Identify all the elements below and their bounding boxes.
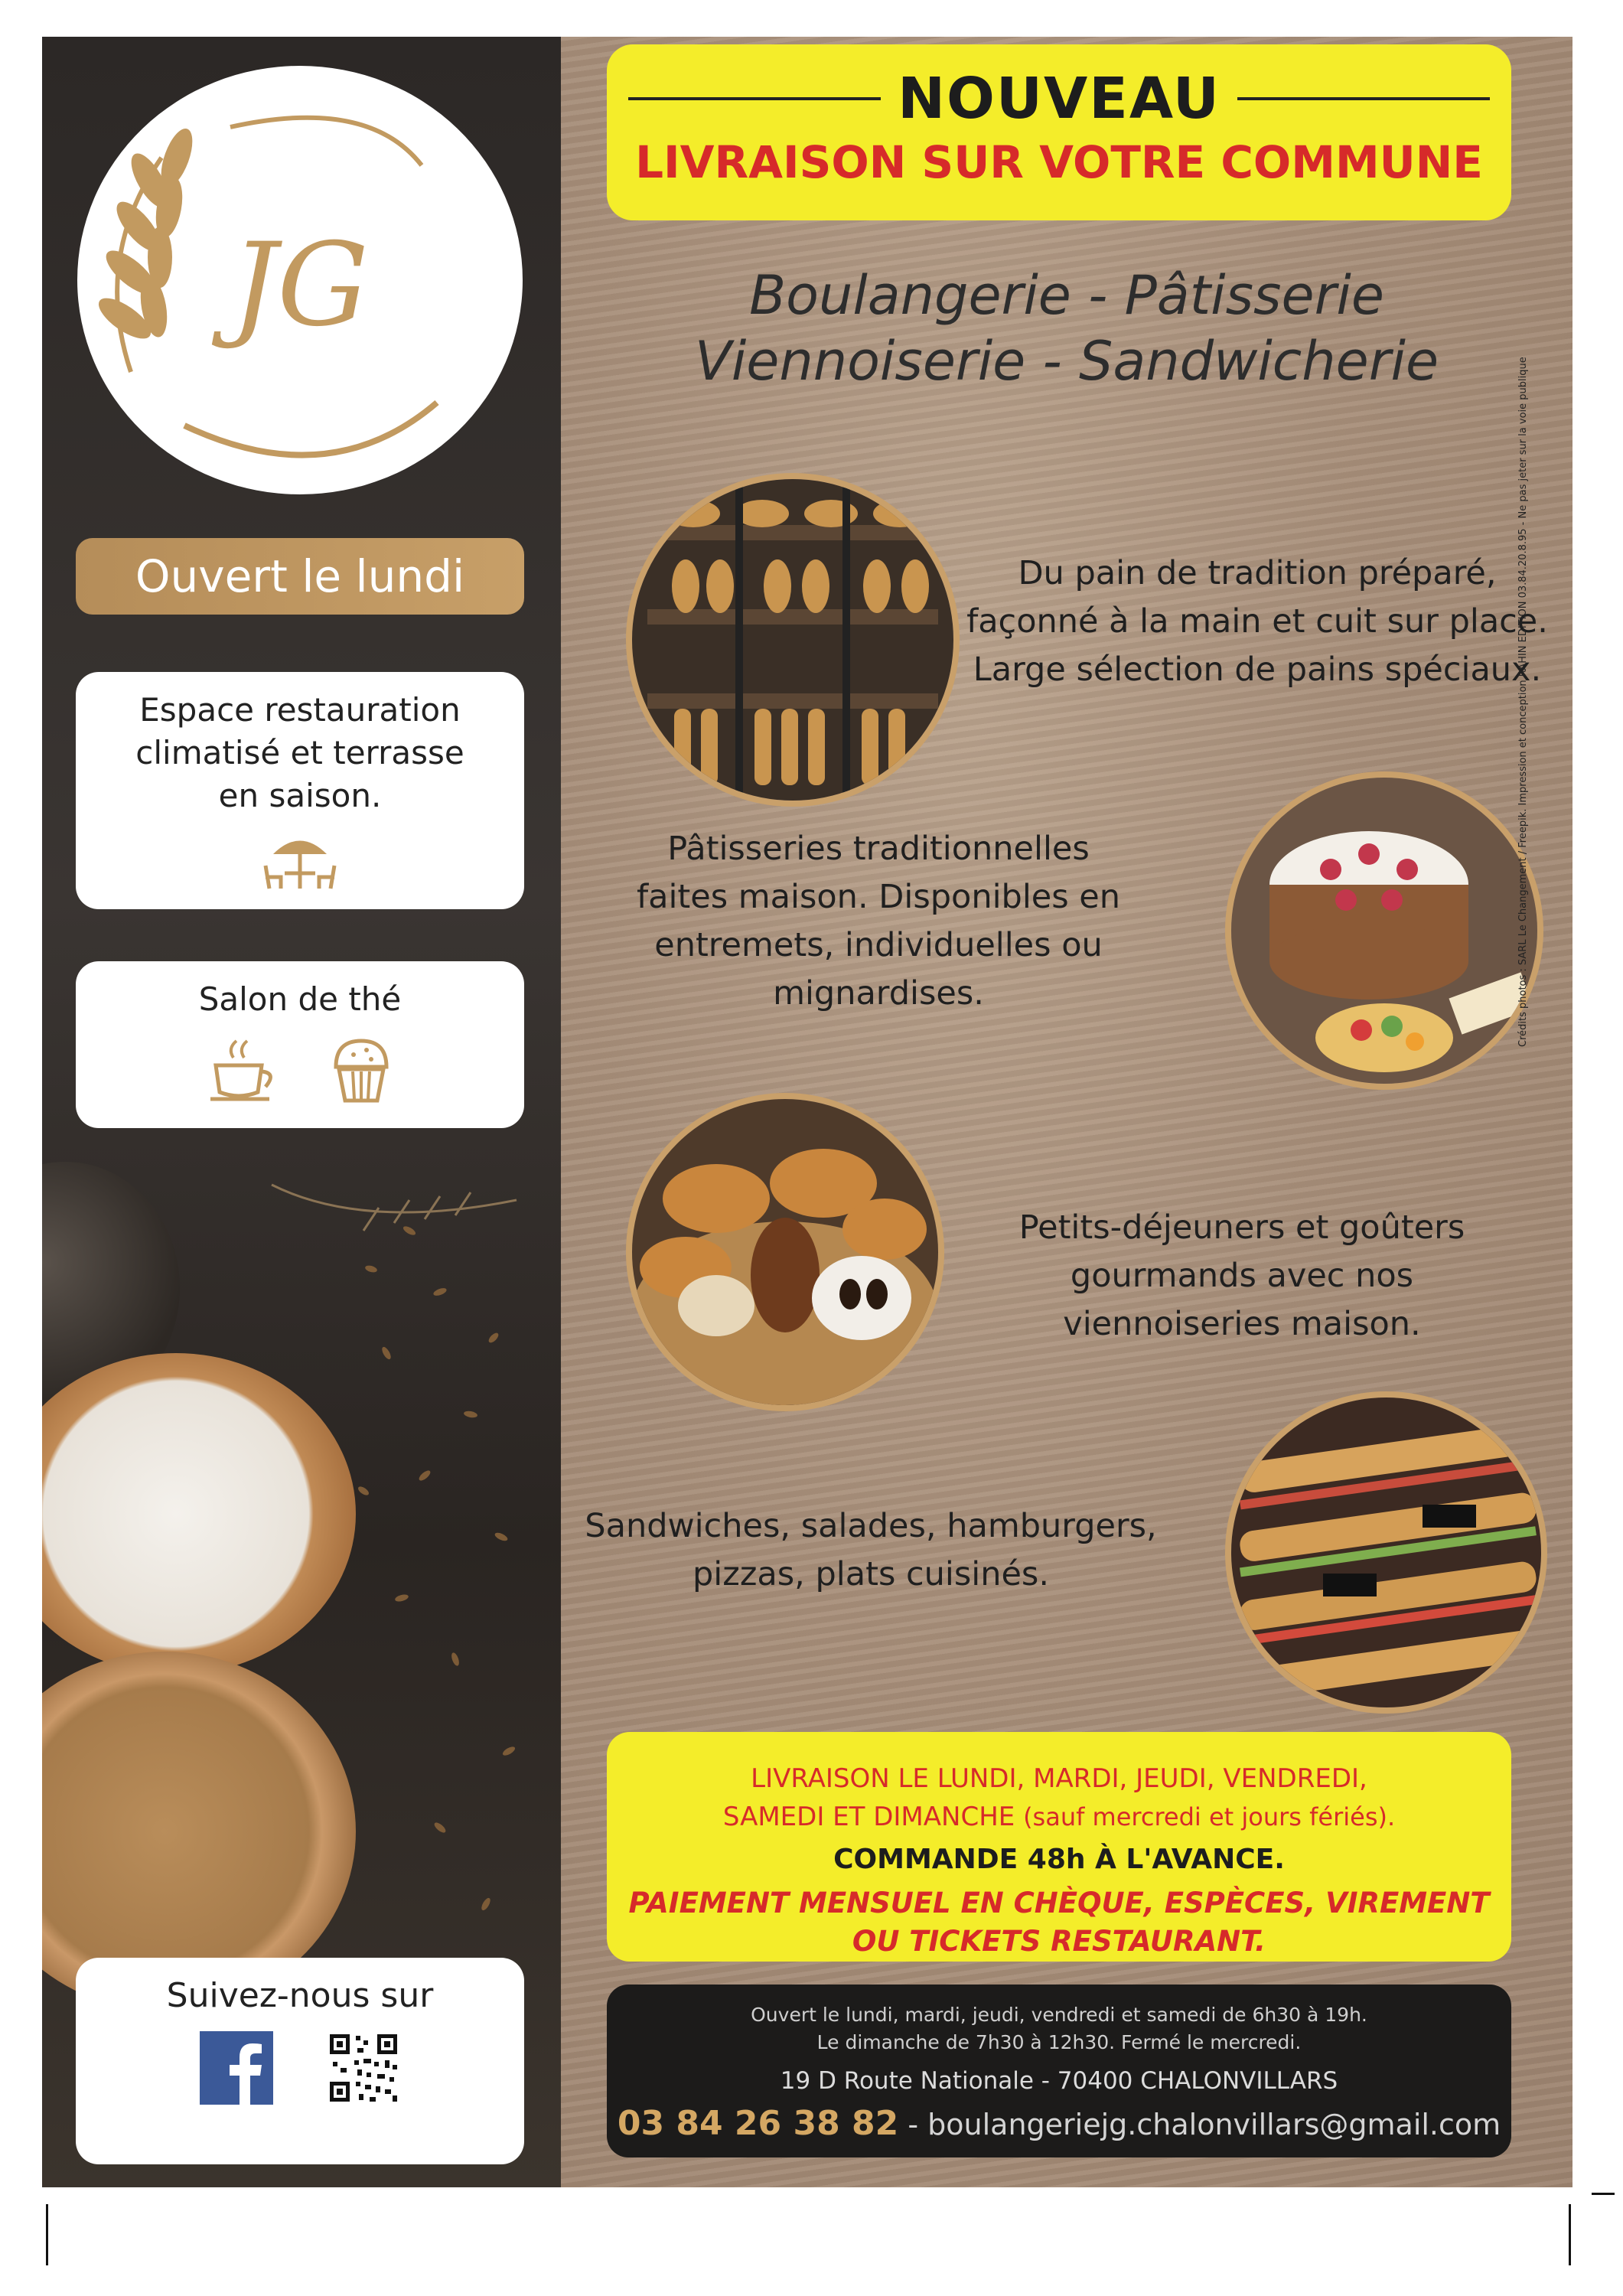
delivery-info-box (607, 1732, 1511, 1962)
logo (77, 66, 523, 494)
follow-us-label: Suivez-nous sur (166, 1976, 434, 2015)
email-link[interactable]: boulangeriejg.chalonvillars@gmail.com (927, 2108, 1501, 2141)
headline-line-2: Viennoiserie - Sandwicherie (694, 330, 1439, 393)
order-notice: COMMANDE 48h À L'AVANCE. (833, 1844, 1285, 1875)
delivery-heading: LIVRAISON SUR VOTRE COMMUNE (635, 136, 1483, 188)
right-column (561, 37, 1572, 2187)
feature-bread (966, 550, 1548, 694)
contact-box (607, 1985, 1511, 2157)
feature-pastries-line-1: Pâtisseries traditionnelles (667, 830, 1090, 868)
feature-bread-line-1: Du pain de tradition préparé, (1018, 554, 1497, 592)
feature-breakfast (959, 1204, 1525, 1349)
separator: - (908, 2108, 919, 2141)
payment-line-2: OU TICKETS RESTAURANT. (852, 1925, 1266, 1958)
nouveau-heading: NOUVEAU (898, 66, 1221, 132)
delivery-exceptions: (sauf mercredi et jours fériés). (1023, 1802, 1396, 1831)
headline (561, 263, 1572, 394)
payment-line-1: PAIEMENT MENSUEL EN CHÈQUE, ESPÈCES, VIREMENT (628, 1887, 1490, 1919)
open-monday-badge: Ouvert le lundi (76, 538, 524, 615)
feature-sandwiches-line-1: Sandwiches, salades, hamburgers, (585, 1507, 1157, 1545)
feature-pastries-line-3: entremets, individuelles ou (654, 926, 1103, 964)
crop-mark (1569, 2204, 1571, 2265)
sandwiches-photo (1225, 1391, 1547, 1714)
feature-bread-line-2: façonné à la main et cuit sur place. (966, 602, 1548, 641)
social-card (76, 1958, 524, 2164)
tea-room-card (76, 961, 524, 1128)
phone-number[interactable]: 03 84 26 38 82 (617, 2104, 899, 2143)
pastries-photo (1225, 771, 1543, 1090)
delivery-days-line-1: LIVRAISON LE LUNDI, MARDI, JEUDI, VENDREDI, (751, 1763, 1367, 1794)
feature-breakfast-line-3: viennoiseries maison. (1063, 1305, 1421, 1343)
feature-pastries (614, 825, 1142, 1018)
address: 19 D Route Nationale - 70400 CHALONVILLARS (780, 2067, 1338, 2095)
left-column (42, 37, 561, 2187)
dining-area-card (76, 672, 524, 909)
feature-sandwiches (576, 1502, 1165, 1599)
feature-pastries-line-4: mignardises. (773, 974, 984, 1013)
feature-bread-line-3: Large sélection de pains spéciaux. (973, 651, 1542, 689)
dining-line-1: Espace restauration (139, 691, 461, 729)
delivery-days-line-2: SAMEDI ET DIMANCHE (722, 1802, 1015, 1832)
new-delivery-banner (607, 44, 1511, 220)
viennoiseries-photo (626, 1093, 944, 1411)
headline-line-1: Boulangerie - Pâtisserie (749, 264, 1384, 327)
divider (628, 97, 881, 100)
facebook-icon[interactable] (200, 2031, 273, 2105)
opening-hours-1: Ouvert le lundi, mardi, jeudi, vendredi et samedi de 6h30 à 19h. (751, 2004, 1367, 2026)
divider (1237, 97, 1490, 100)
feature-breakfast-line-1: Petits-déjeuners et goûters (1018, 1208, 1465, 1247)
flyer (42, 37, 1572, 2187)
feature-pastries-line-2: faites maison. Disponibles en (636, 878, 1121, 916)
photo-credits: Crédits photos : SARL Le Changement / Freepik. Impression et conception RAHIN EDITION 03.84.20.8.95 - Ne pas jeter sur la voie publique (1517, 357, 1529, 1047)
bread-shelves-photo (626, 473, 960, 807)
feature-breakfast-line-2: gourmands avec nos (1070, 1257, 1414, 1295)
muffin-icon (327, 1035, 396, 1104)
terrace-icon (262, 831, 338, 892)
dining-line-2: climatisé et terrasse (135, 734, 464, 771)
crop-mark (1592, 2193, 1615, 2195)
crop-mark (46, 2204, 48, 2265)
tea-cup-icon (204, 1035, 281, 1104)
tea-room-label: Salon de thé (198, 980, 402, 1018)
feature-sandwiches-line-2: pizzas, plats cuisinés. (693, 1555, 1049, 1593)
dining-line-3: en saison. (218, 777, 382, 814)
logo-monogram: JG (231, 219, 369, 352)
qr-code[interactable] (327, 2031, 400, 2105)
opening-hours-2: Le dimanche de 7h30 à 12h30. Fermé le mercredi. (816, 2031, 1302, 2053)
